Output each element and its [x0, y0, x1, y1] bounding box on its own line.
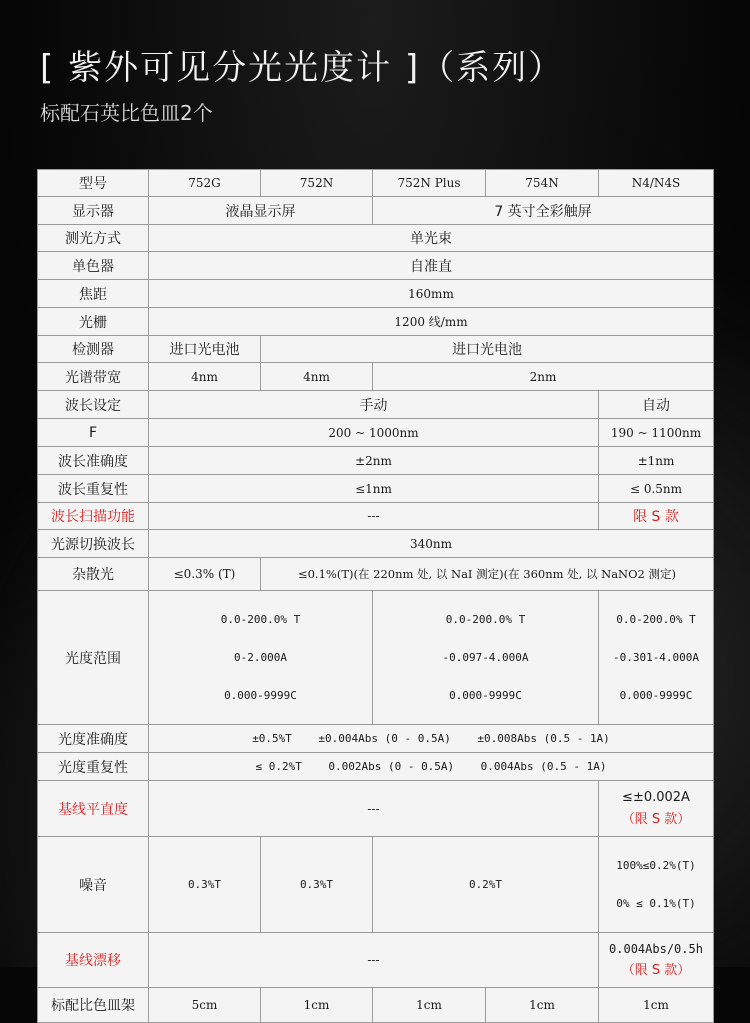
row-label: 杂散光	[38, 558, 149, 591]
table-cell	[599, 781, 714, 837]
table-cell: ≤0.1%(T)(在 220nm 处, 以 NaI 测定)(在 360nm 处, 以 NaNO2 测定)	[261, 558, 714, 591]
table-row	[38, 475, 714, 503]
table-cell: 5cm	[149, 988, 261, 1023]
page-subtitle: 标配石英比色皿2个	[40, 101, 213, 125]
table-cell	[373, 591, 599, 725]
table-row	[38, 558, 714, 591]
table-cell: 0.3%T	[261, 837, 373, 933]
row-label: 光源切换波长	[38, 530, 149, 558]
table-cell: ±0.5%T ±0.004Abs (0 - 0.5A) ±0.008Abs (0.5 - 1A)	[149, 725, 714, 753]
table-cell: 1cm	[261, 988, 373, 1023]
table-cell: 2nm	[373, 363, 714, 391]
table-row	[38, 363, 714, 391]
row-label: 光谱带宽	[38, 363, 149, 391]
table-cell: 1cm	[373, 988, 486, 1023]
model-752n: 752N	[261, 170, 373, 197]
cell-line: 0.0-200.0% T	[220, 613, 301, 626]
row-label: 光度范围	[38, 591, 149, 725]
table-row	[38, 988, 714, 1023]
table-cell: 340nm	[149, 530, 714, 558]
table-cell	[599, 591, 714, 725]
row-label: 波长准确度	[38, 447, 149, 475]
table-cell	[149, 591, 373, 725]
cell-line: ≤±0.002A	[622, 789, 690, 805]
cell-line: -0.097-4.000A	[442, 651, 529, 664]
model-752g: 752G	[149, 170, 261, 197]
row-label: 标配比色皿架	[38, 988, 149, 1023]
row-label: 基线平直度	[38, 781, 149, 837]
table-cell: 自动	[599, 391, 714, 419]
table-row	[38, 391, 714, 419]
table-row	[38, 447, 714, 475]
table-cell: ---	[149, 781, 599, 837]
row-label: 显示器	[38, 197, 149, 225]
table-cell: 4nm	[149, 363, 261, 391]
page-title: [ 紫外可见分光光度计 ]（系列）	[40, 48, 565, 88]
row-label: 波长扫描功能	[38, 503, 149, 530]
table-row	[38, 197, 714, 225]
cell-line: （限 S 款）	[621, 811, 691, 827]
row-label: 光栅	[38, 308, 149, 336]
table-row	[38, 336, 714, 363]
table-cell: 0.3%T	[149, 837, 261, 933]
cell-line: 0.000-9999C	[224, 689, 297, 702]
table-row	[38, 530, 714, 558]
cell-line: 100%≤0.2%(T)	[616, 859, 696, 872]
cell-line: 0.004Abs/0.5h	[609, 942, 703, 956]
table-row	[38, 725, 714, 753]
table-cell: 进口光电池	[149, 336, 261, 363]
cell-line: 0.000-9999C	[619, 689, 693, 702]
row-label: 检测器	[38, 336, 149, 363]
cell-line: 0.0-200.0% T	[445, 613, 526, 626]
table-row	[38, 837, 714, 933]
row-label: 基线漂移	[38, 933, 149, 988]
row-label: 测光方式	[38, 225, 149, 252]
row-label: 波长重复性	[38, 475, 149, 503]
table-row	[38, 252, 714, 280]
table-cell: 手动	[149, 391, 599, 419]
row-label: 焦距	[38, 280, 149, 308]
row-label: 噪音	[38, 837, 149, 933]
cell-line: 0.000-9999C	[449, 689, 522, 702]
table-cell: ---	[149, 933, 599, 988]
row-label: 光度准确度	[38, 725, 149, 753]
spec-table	[37, 169, 714, 1023]
table-cell: ±2nm	[149, 447, 599, 475]
table-cell: 0.2%T	[373, 837, 599, 933]
table-cell: ±1nm	[599, 447, 714, 475]
table-cell	[599, 933, 714, 988]
table-row	[38, 503, 714, 530]
table-cell: ≤ 0.5nm	[599, 475, 714, 503]
table-cell: 7 英寸全彩触屏	[373, 197, 714, 225]
row-label: 型号	[38, 170, 149, 197]
row-label: 波长设定	[38, 391, 149, 419]
table-cell: 限 S 款	[599, 503, 714, 530]
cell-line: 0.0-200.0% T	[616, 613, 696, 626]
model-754n: 754N	[486, 170, 599, 197]
table-row	[38, 933, 714, 988]
row-label: 单色器	[38, 252, 149, 280]
table-row	[38, 225, 714, 252]
cell-line: 0-2.000A	[234, 651, 287, 664]
cell-line: （限 S 款）	[621, 963, 691, 978]
row-label: 光度重复性	[38, 753, 149, 781]
table-cell: 160mm	[149, 280, 714, 308]
cell-line: 0% ≤ 0.1%(T)	[616, 897, 696, 910]
table-row	[38, 280, 714, 308]
table-cell: 单光束	[149, 225, 714, 252]
table-row	[38, 308, 714, 336]
table-row	[38, 781, 714, 837]
table-cell: 1cm	[599, 988, 714, 1023]
row-label: F	[38, 419, 149, 447]
table-cell: 进口光电池	[261, 336, 714, 363]
table-cell: 190 ~ 1100nm	[599, 419, 714, 447]
table-cell: 1cm	[486, 988, 599, 1023]
model-752n-plus: 752N Plus	[373, 170, 486, 197]
table-cell: ≤0.3% (T)	[149, 558, 261, 591]
table-row	[38, 591, 714, 725]
table-cell: 自准直	[149, 252, 714, 280]
table-row	[38, 419, 714, 447]
table-cell: 1200 线/mm	[149, 308, 714, 336]
table-row	[38, 753, 714, 781]
table-row-header	[38, 170, 714, 197]
cell-line: -0.301-4.000A	[612, 651, 700, 664]
table-cell: ≤ 0.2%T 0.002Abs (0 - 0.5A) 0.004Abs (0.5 - 1A)	[149, 753, 714, 781]
table-cell: ---	[149, 503, 599, 530]
table-cell: 液晶显示屏	[149, 197, 373, 225]
model-n4: N4/N4S	[599, 170, 714, 197]
table-cell	[599, 837, 714, 933]
table-cell: 200 ~ 1000nm	[149, 419, 599, 447]
table-cell: ≤1nm	[149, 475, 599, 503]
table-cell: 4nm	[261, 363, 373, 391]
